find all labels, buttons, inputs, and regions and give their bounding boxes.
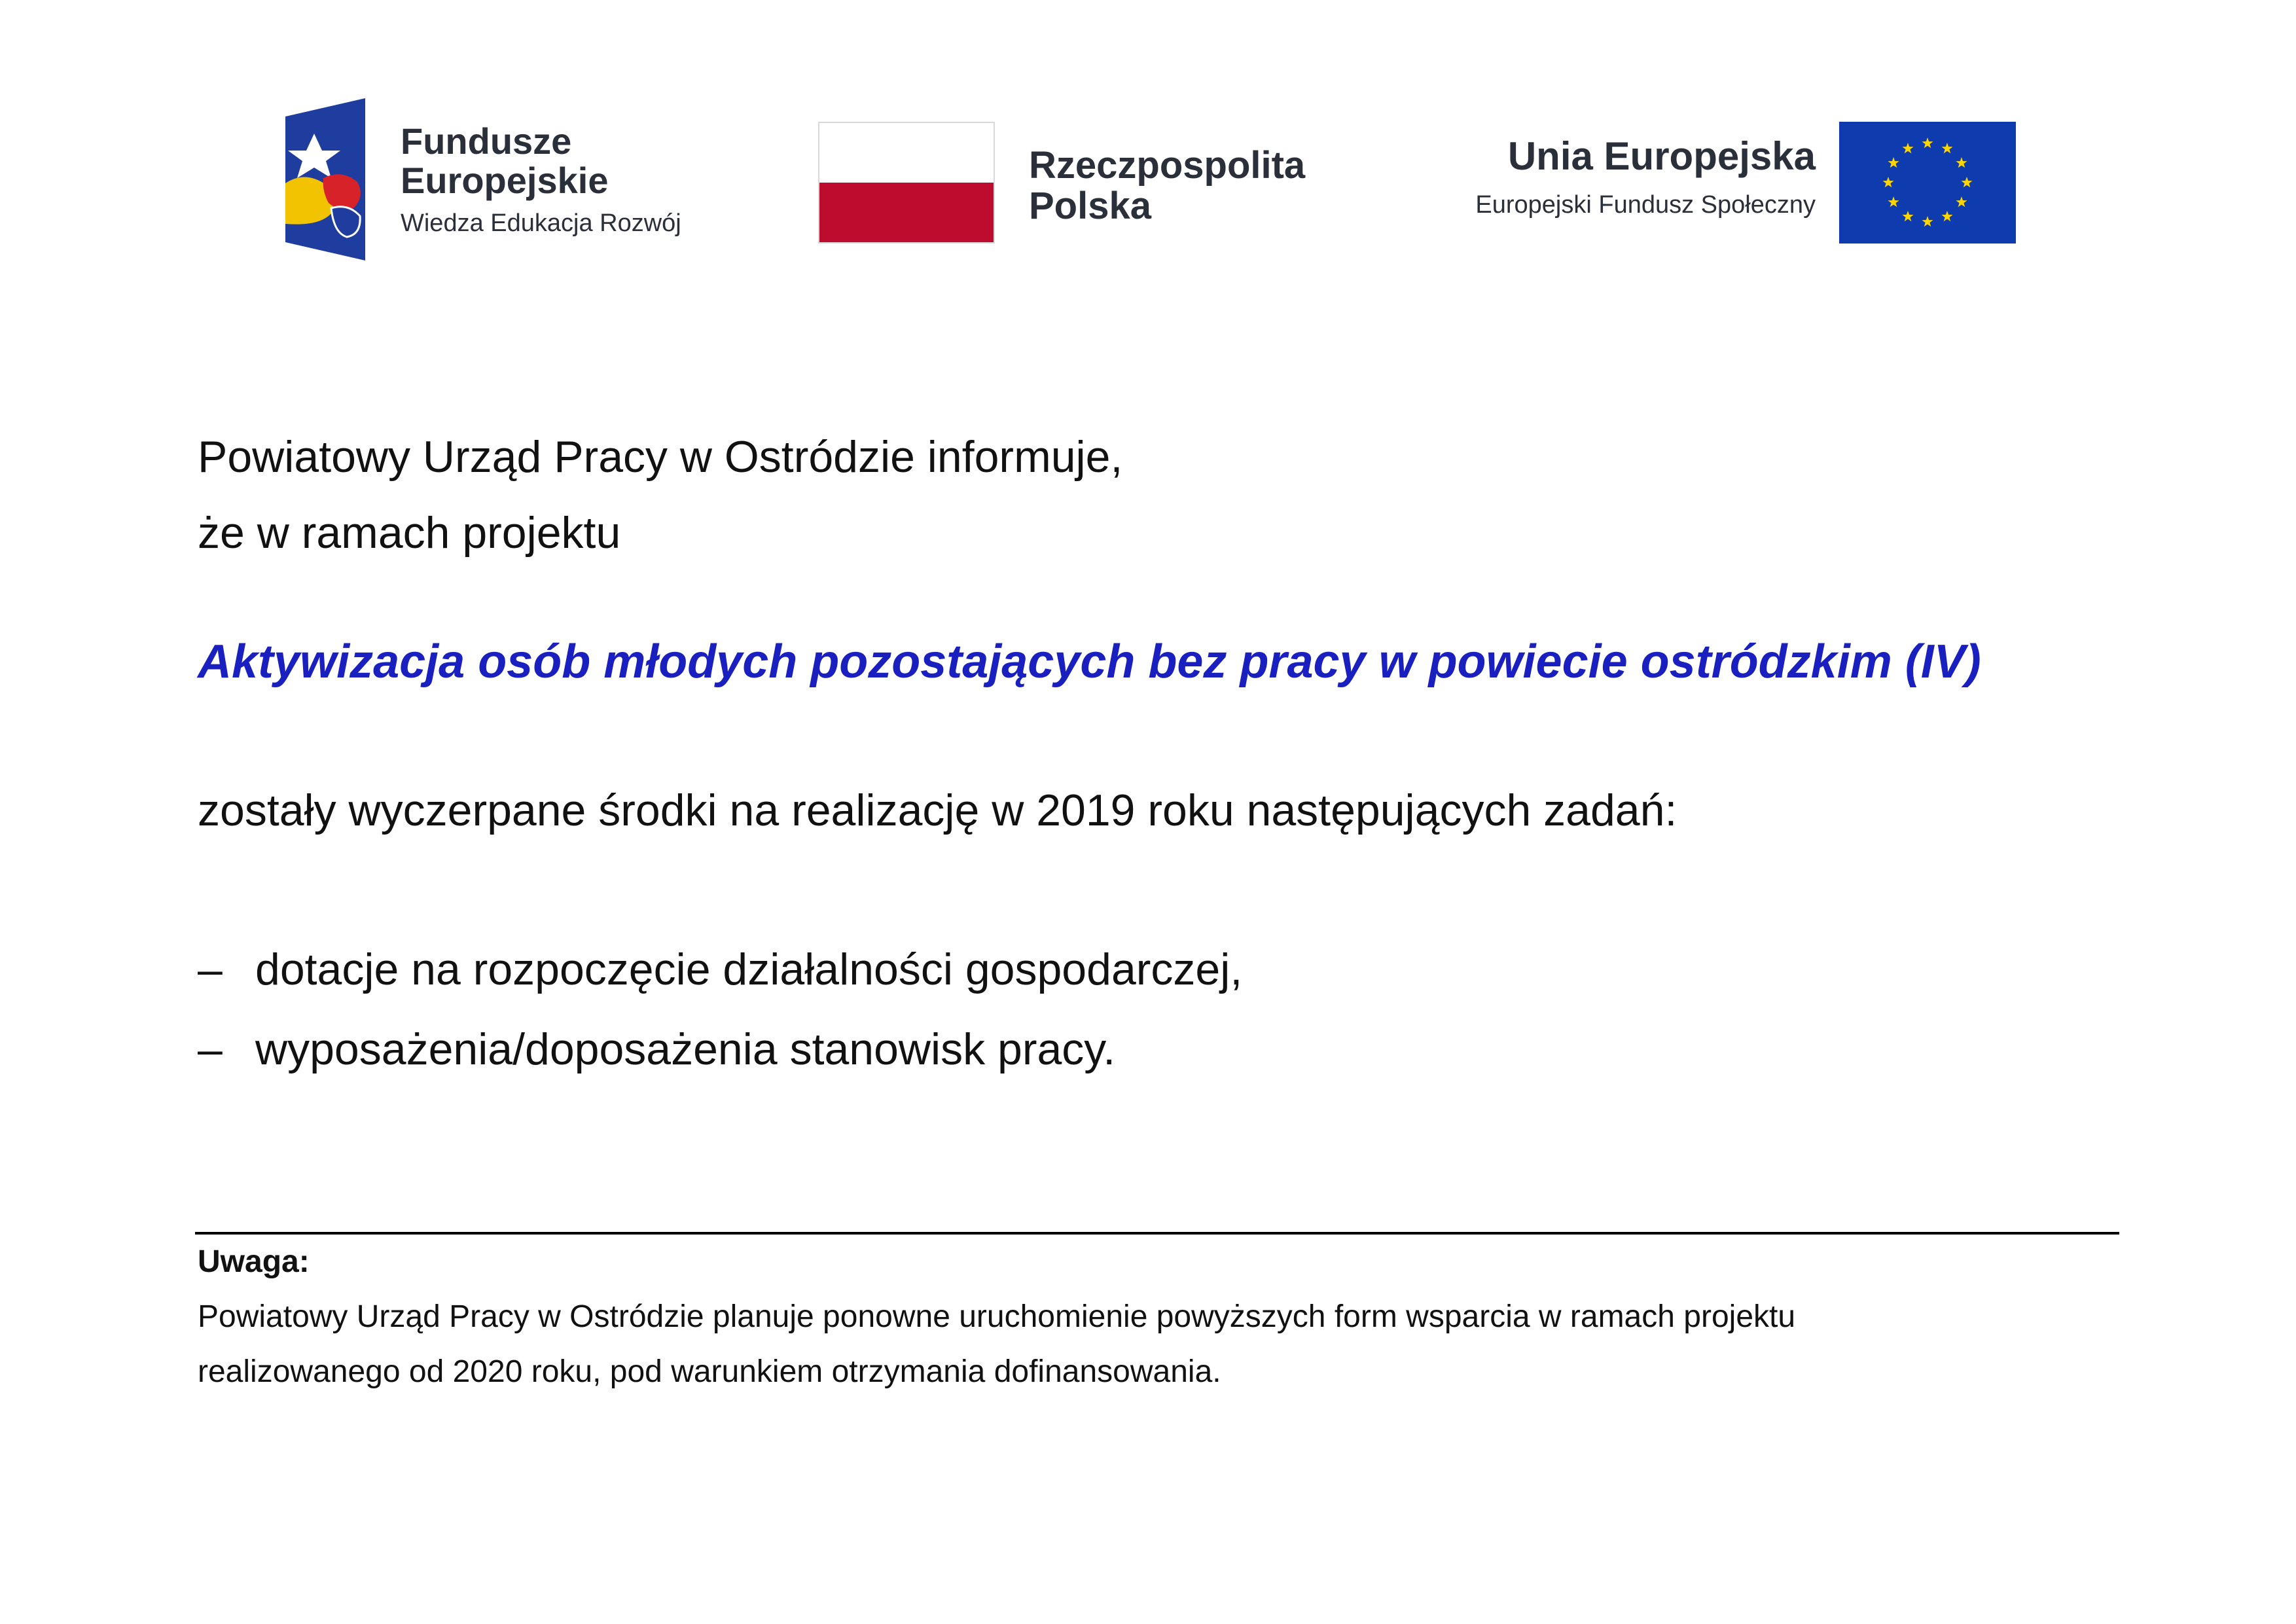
rzeczpospolita-polska-name — [1029, 145, 1305, 226]
list-item — [198, 929, 1242, 1009]
list-item-text: wyposażenia/doposażenia stanowisk pracy. — [255, 1024, 1116, 1074]
list-dash: – — [198, 945, 223, 994]
polish-flag-icon — [818, 122, 995, 244]
lead-text: zostały wyczerpane środki na realizację w 2019 roku następujących zadań: — [198, 785, 1677, 835]
fundusze-subtitle: Wiedza Edukacja Rozwój — [401, 209, 681, 237]
intro-text — [198, 419, 1122, 571]
intro-line2: że w ramach projektu — [198, 508, 621, 558]
list-dash: – — [198, 1024, 223, 1074]
fundusze-europejskie-logo — [285, 98, 711, 262]
intro-line1: Powiatowy Urząd Pracy w Ostródzie informuje, — [198, 432, 1123, 482]
note-line2: realizowanego od 2020 roku, pod warunkiem otrzymania dofinansowania. — [198, 1354, 1221, 1389]
fundusze-europejskie-emblem-icon — [285, 98, 365, 261]
rzeczpospolita-polska-logo — [818, 122, 1342, 246]
ue-title: Unia Europejska — [1507, 134, 1816, 178]
ue-subtitle: Europejski Fundusz Społeczny — [1475, 191, 1816, 219]
project-title: Aktywizacja osób młodych pozostających bez pracy w powiecie ostródzkim (IV) — [198, 636, 1981, 688]
eu-flag-icon — [1839, 122, 2016, 244]
task-list — [198, 929, 1242, 1089]
note-line1: Powiatowy Urząd Pracy w Ostródzie planuje ponowne uruchomienie powyższych form wsparcia w ramach projektu — [198, 1299, 1796, 1334]
note-heading: Uwaga: — [198, 1244, 310, 1279]
rp-line1: Rzeczpospolita — [1029, 144, 1306, 187]
fundusze-name-line1: Fundusze — [401, 120, 572, 162]
fundusze-name-line2: Europejskie — [401, 160, 609, 201]
fundusze-europejskie-name — [401, 122, 608, 200]
rp-line2: Polska — [1029, 185, 1151, 227]
note-body — [198, 1290, 1795, 1399]
list-item-text: dotacje na rozpoczęcie działalności gospodarczej, — [255, 945, 1243, 994]
note-divider — [195, 1232, 2119, 1235]
list-item — [198, 1009, 1242, 1089]
unia-europejska-logo — [1427, 122, 2016, 246]
